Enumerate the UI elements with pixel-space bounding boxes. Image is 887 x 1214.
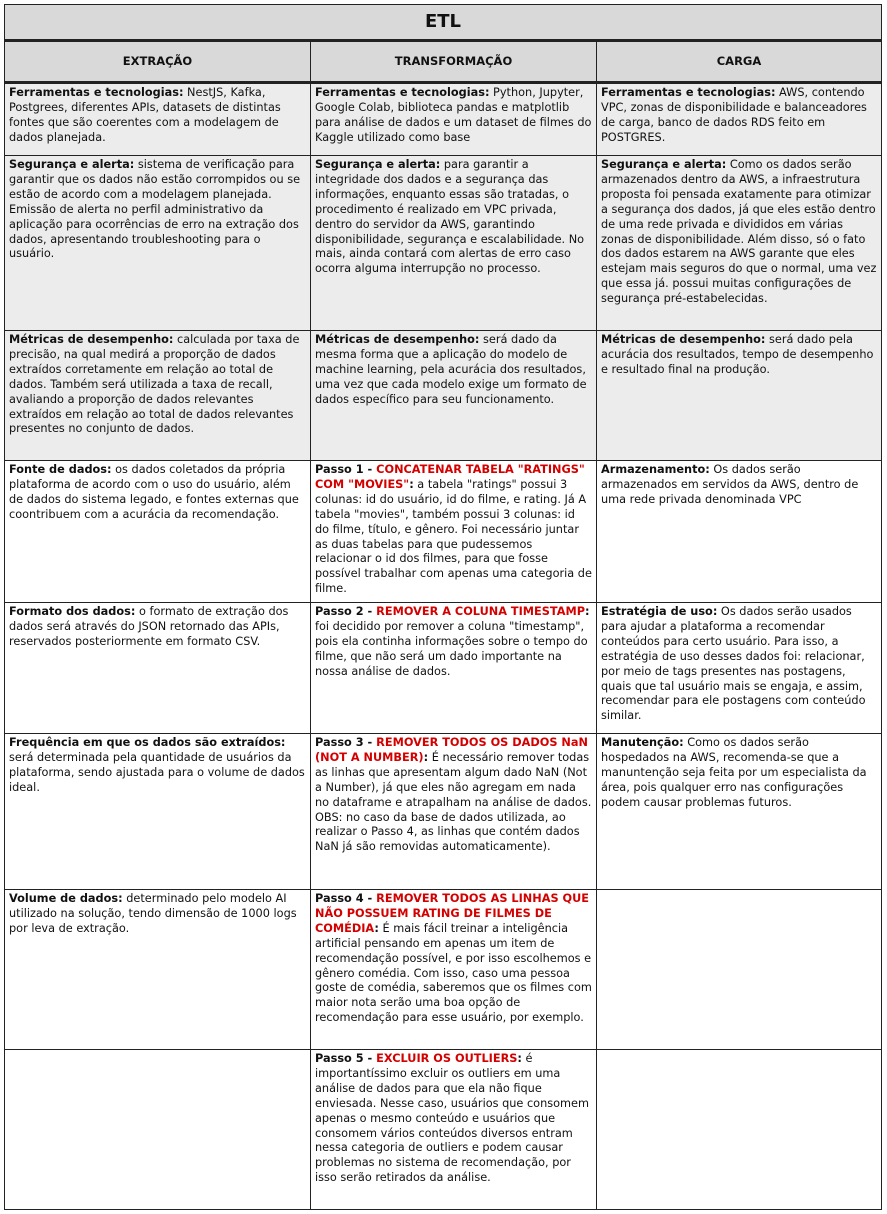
table-row xyxy=(5,890,882,1050)
cell-text: sistema de verificação para garantir que os dados não estão corrompidos ou se estão de acordo com a modelagem planejada. Emissão de alerta no perfil administrativo da aplicação para ocorrências de erro na extração dos dados, apresentando troubleshooting para o usuário. xyxy=(9,158,301,261)
etl-table xyxy=(4,4,882,1210)
cell-text: determinado pelo modelo AI utilizado na solução, tendo dimensão de 1000 logs por leva de extração. xyxy=(9,892,297,935)
title-row xyxy=(5,5,882,41)
table-row xyxy=(5,83,882,156)
table-row xyxy=(5,331,882,461)
cell-carga-empty xyxy=(597,890,882,1050)
cell-transformacao xyxy=(311,461,597,603)
step-label: Passo 4 - xyxy=(315,892,377,905)
cell-label: Manutenção: xyxy=(601,736,684,749)
cell-label: Segurança e alerta: xyxy=(315,158,441,171)
cell-label: Estratégia de uso: xyxy=(601,605,718,618)
step-colon: : xyxy=(374,921,379,935)
cell-label: Formato dos dados: xyxy=(9,605,136,618)
cell-transformacao xyxy=(311,156,597,331)
cell-text: Como os dados serão armazenados dentro da AWS, a infraestrutura proposta foi pensada exatamente para otimizar a segurança dos dados, já que eles estão dentro de uma rede privada e divididos em várias zonas de disponibilidade. Além disso, só o fato dos dados estarem na AWS garante que eles estejam mais seguros do que o normal, uma vez que essa já. possui muitas configurações de segurança pré-estabelecidas. xyxy=(601,158,877,306)
cell-label: Armazenamento: xyxy=(601,463,710,476)
cell-label: Métricas de desempenho: xyxy=(9,333,174,346)
cell-text: será dado da mesma forma que a aplicação do modelo de machine learning, pela acurácia dos resultados, uma vez que cada modelo exige um formato de dados específico para seu funcionamento. xyxy=(315,333,587,406)
cell-label: Ferramentas e tecnologias: xyxy=(601,86,776,99)
step-title: REMOVER A COLUNA TIMESTAMP xyxy=(376,605,585,618)
cell-text: É necessário remover todas as linhas que apresentam algum dado NaN (Not a Number), já que eles não agregam em nada no dataframe e atrapalham na análise de dados. xyxy=(315,750,592,809)
cell-text: é importantíssimo excluir os outliers em uma análise de dados para que ela não fique enviesada. Nesse caso, usuários que consomem apenas o mesmo conteúdo e usuários que consomem vários conteúdos diversos entram nessa categoria de outliers e podem causar problemas no sistema de recomendação, por isso serão retirados da análise. xyxy=(315,1052,590,1185)
step-label: Passo 1 - xyxy=(315,463,377,476)
cell-transformacao xyxy=(311,1050,597,1210)
step-label: Passo 3 - xyxy=(315,736,377,749)
cell-transformacao xyxy=(311,331,597,461)
cell-label: Frequência em que os dados são extraídos: xyxy=(9,736,286,749)
column-header-extracao: EXTRAÇÃO xyxy=(5,41,311,83)
cell-carga xyxy=(597,461,882,603)
cell-text: os dados coletados da própria plataforma de acordo com o uso do usuário, além de dados do sistema legado, e fontes externas que coontribuem com a acurácia da recomendação. xyxy=(9,463,299,521)
cell-carga-empty xyxy=(597,1050,882,1210)
step-colon: : xyxy=(409,477,414,491)
step-title: EXCLUIR OS OUTLIERS xyxy=(376,1052,518,1065)
table-row xyxy=(5,461,882,603)
step-title: REMOVER TODOS AS LINHAS QUE NÃO POSSUEM RATING DE FILMES DE COMÉDIA xyxy=(315,892,590,935)
cell-label: Ferramentas e tecnologias: xyxy=(315,86,490,99)
etl-document xyxy=(4,4,881,1210)
cell-text: Python, Jupyter, Google Colab, biblioteca pandas e matplotlib para análise de dados e um dataset de filmes do Kaggle utilizado como base xyxy=(315,86,592,144)
cell-carga xyxy=(597,734,882,890)
cell-transformacao xyxy=(311,890,597,1050)
cell-extracao xyxy=(5,890,311,1050)
table-row xyxy=(5,734,882,890)
step-label: Passo 2 - xyxy=(315,605,377,618)
cell-label: Segurança e alerta: xyxy=(9,158,135,171)
step-colon: : xyxy=(517,1052,522,1065)
cell-text: será determinada pela quantidade de usuários da plataforma, sendo ajustada para o volume de dados ideal. xyxy=(9,750,305,794)
table-row xyxy=(5,603,882,734)
cell-extracao xyxy=(5,331,311,461)
cell-label: Volume de dados: xyxy=(9,892,123,905)
cell-text: AWS, contendo VPC, zonas de disponibilidade e balanceadores de carga, banco de dados RDS feito em POSTGRES. xyxy=(601,86,867,144)
cell-carga xyxy=(597,156,882,331)
cell-text: foi decidido por remover a coluna "timestamp", pois ela continha informações sobre o tempo do filme, que não será um dado importante na nossa análise de dados. xyxy=(315,619,588,678)
cell-transformacao xyxy=(311,83,597,156)
table-row xyxy=(5,1050,882,1210)
table-title: ETL xyxy=(5,5,882,41)
cell-text: Os dados serão usados para ajudar a plataforma a recomendar conteúdos para certo usuário. Para isso, a estratégia de uso desses dados foi: relacionar, por meio de tags presentes nas postagens, quais que tal usuário mais se engaja, e assim, recomendar para ele postagens com conteúdo similar. xyxy=(601,605,866,723)
cell-text: calculada por taxa de precisão, na qual medirá a proporção de dados extraídos corretamente em relação ao total de dados. Também será utilizada a taxa de recall, avaliando a proporção de dados relevantes extraídos em relação ao total de dados relevantes presentes no conjunto de dados. xyxy=(9,333,300,436)
cell-extracao xyxy=(5,156,311,331)
cell-transformacao xyxy=(311,734,597,890)
cell-text: Os dados serão armazenados em servidos da AWS, dentro de uma rede privada denominada VPC xyxy=(601,463,859,506)
cell-text: para garantir a integridade dos dados e a segurança das informações, enquanto essas são tratadas, o procedimento é realizado em VPC privada, dentro do servidor da AWS, garantindo disponibilidade, segurança e escalabilidade. No mais, ainda contará com alertas de erro caso ocorra alguma interrupção no processo. xyxy=(315,158,585,276)
cell-transformacao xyxy=(311,603,597,734)
cell-text: Como os dados serão hospedados na AWS, recomenda-se que a manuntenção seja feita por um especialista da área, pois qualquer erro nas configurações podem causar problemas futuros. xyxy=(601,736,867,809)
obs-note: OBS: no caso da base de dados utilizada, ao realizar o Passo 4, as linhas que contém dados NaN já são removidas automaticamente). xyxy=(315,810,580,854)
cell-extracao xyxy=(5,83,311,156)
cell-text: o formato de extração dos dados será através do JSON retornado das APIs, reservados posteriormente em formato CSV. xyxy=(9,605,289,648)
step-title: CONCATENAR TABELA "RATINGS" COM "MOVIES" xyxy=(315,463,585,491)
table-row xyxy=(5,156,882,331)
cell-carga xyxy=(597,83,882,156)
cell-label: Ferramentas e tecnologias: xyxy=(9,86,184,99)
step-colon: : xyxy=(423,750,429,764)
cell-extracao xyxy=(5,734,311,890)
cell-extracao xyxy=(5,461,311,603)
cell-text: NestJS, Kafka, Postgrees, diferentes APIs, datasets de distintas fontes que são coerentes com a modelagem de dados planejada. xyxy=(9,86,281,144)
cell-carga xyxy=(597,603,882,734)
cell-text: a tabela "ratings" possui 3 colunas: id do usuário, id do filme, e rating. Já A tabela "movies", também possui 3 colunas: id do filme, título, e gênero. Foi necessário juntar as duas tabelas para que pudessemos relacionar o id dos filmes, para que fosse possível trabalhar com apenas uma categoria de filme. xyxy=(315,477,592,596)
step-title: REMOVER TODOS OS DADOS NaN (NOT A NUMBER) xyxy=(315,736,588,764)
column-header-carga: CARGA xyxy=(597,41,882,83)
cell-text: É mais fácil treinar a inteligência artificial pensando em apenas um item de recomendação possível, e por isso escolhemos e gênero comédia. Com isso, caso uma pessoa goste de comédia, saberemos que os filmes com maior nota serão uma boa opção de recomendação para esse usuário, por exemplo. xyxy=(315,921,592,1025)
cell-carga xyxy=(597,331,882,461)
step-label: Passo 5 - xyxy=(315,1052,377,1065)
cell-label: Segurança e alerta: xyxy=(601,158,727,171)
column-header-transformacao: TRANSFORMAÇÃO xyxy=(311,41,597,83)
step-colon: : xyxy=(585,605,590,618)
cell-label: Fonte de dados: xyxy=(9,463,112,476)
cell-extracao xyxy=(5,603,311,734)
header-row xyxy=(5,41,882,83)
cell-label: Métricas de desempenho: xyxy=(601,333,766,346)
cell-label: Métricas de desempenho: xyxy=(315,333,480,346)
cell-text: será dado pela acurácia dos resultados, tempo de desempenho e resultado final na produção. xyxy=(601,333,874,376)
cell-extracao-empty xyxy=(5,1050,311,1210)
